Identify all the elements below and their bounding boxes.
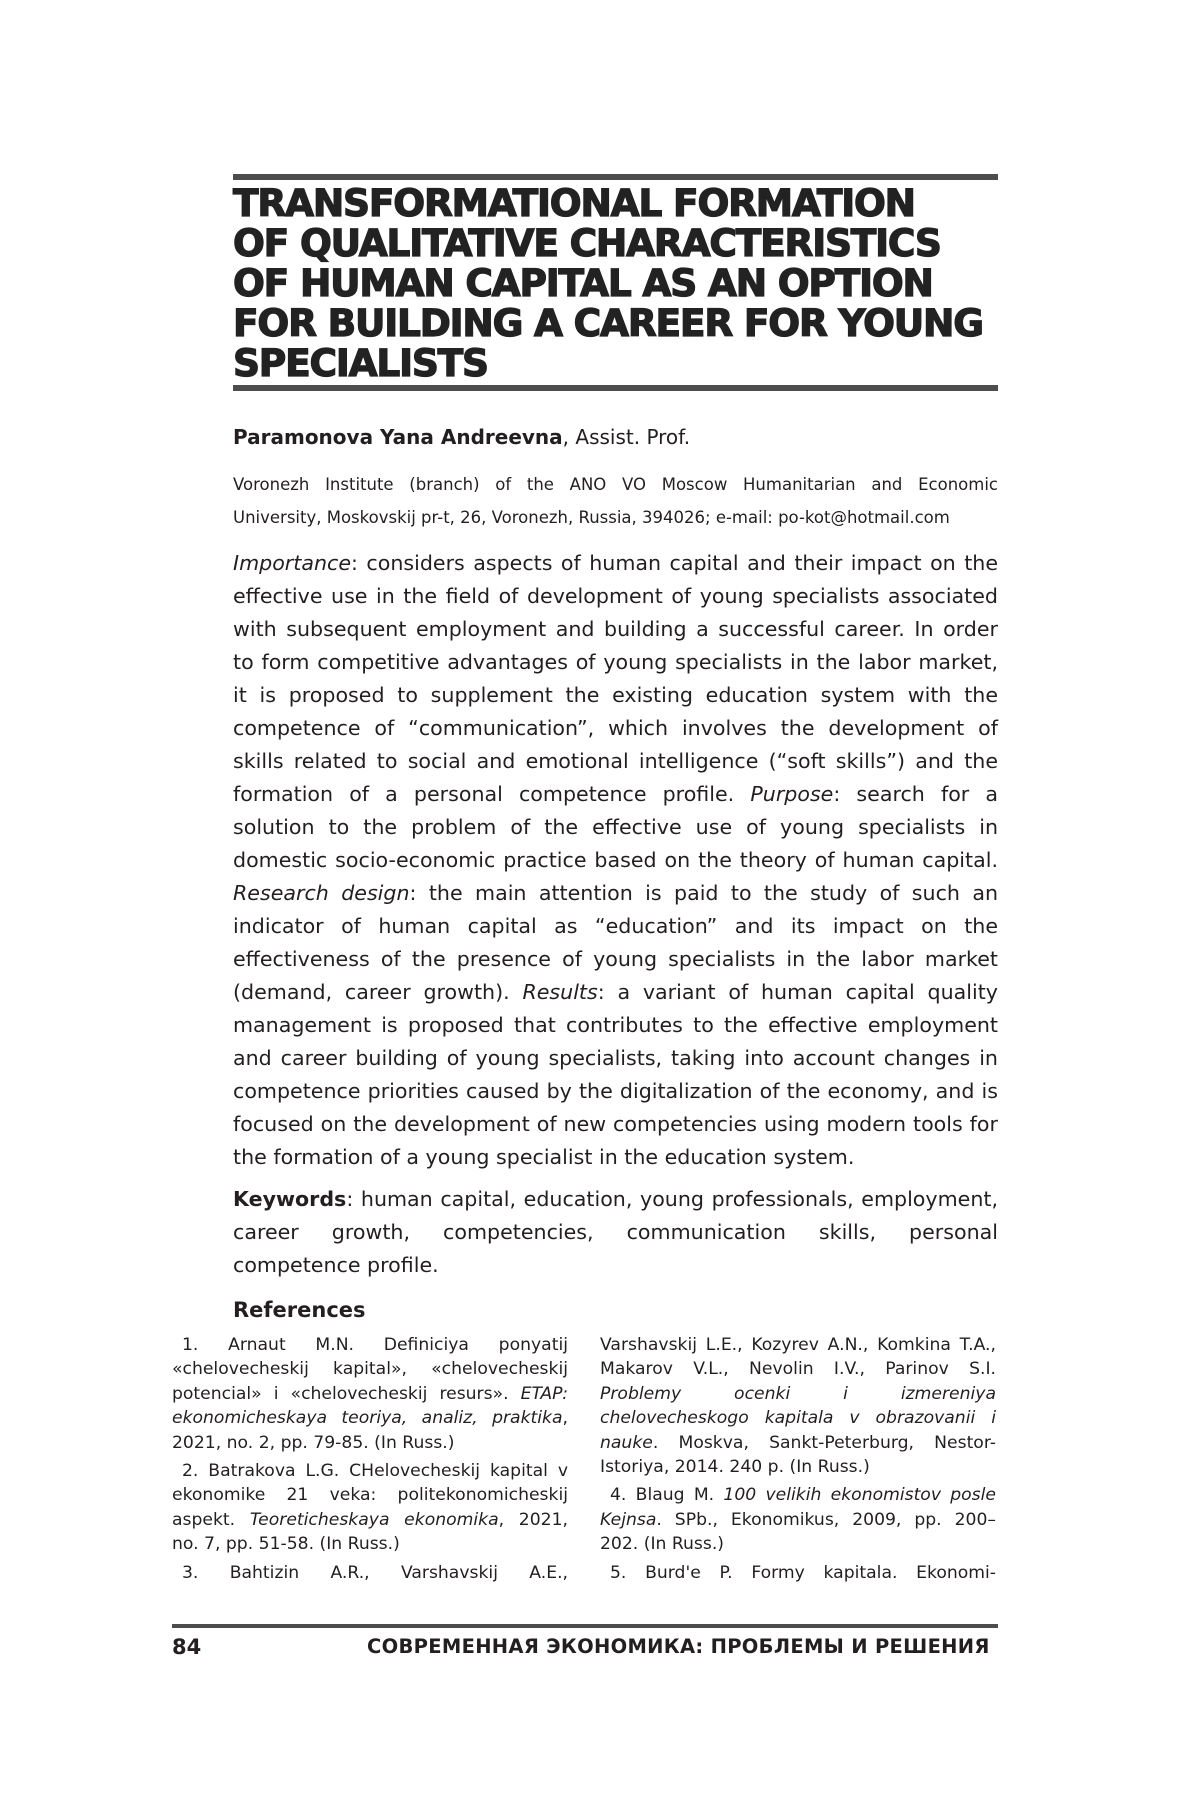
reference-text: 4. Blaug M. [610,1485,724,1506]
author-line [233,424,690,450]
research-design-label: Research design [233,881,410,905]
title-line: OF QUALITATIVE CHARACTERISTICS [233,221,941,265]
reference-source: Problemy ocenki i izmereniya chelovecheskogo kapitala v obrazovanii i nauke [600,1383,996,1453]
results-text: : a variant of human capital quality management is proposed that contributes to the effective employment and career building of young specialists, taking into account changes in competence priorities caused by the digitalization of the economy, and is focused on the development of new competencies using modern tools for the formation of a young specialist in the education system. [233,980,998,1169]
reference-text: 5. Burd'e P. Formy kapitala. Ekonomi- [610,1562,996,1583]
footer-rule [172,1624,998,1628]
results-label: Results [522,980,598,1004]
reference-item [600,1561,996,1585]
reference-text: Varshavskij L.E., Kozyrev A.N., Komkina T.A., Makarov V.L., Nevolin I.V., Parinov S.I. [600,1335,996,1380]
keywords [233,1183,998,1282]
reference-details: , 2021, no. 2, pp. 79-85. (In Russ.) [172,1408,568,1453]
affiliation-line: University, Moskovskij pr-t, 26, Voronezh, Russia, 394026; e-mail: po-kot@hotmail.com [233,508,950,527]
reference-item [172,1561,568,1585]
reference-details: . Moskva, Sankt-Peterburg, Nestor-Istoriya, 2014. 240 p. (In Russ.) [600,1432,996,1478]
importance-text: : considers aspects of human capital and their impact on the effective use in the field of development of young specialists associated with subsequent employment and building a successful career. In order to form competitive advantages of young specialists in the labor market, it is proposed to supplement the existing education system with the competence of “communication”, which involves the development of skills related to social and emotional intelligence (“soft skills”) and the formation of a personal competence profile. [233,551,998,806]
reference-text: 1. Arnaut M.N. Definiciya ponyatij «chelovecheskij kapital», «chelovecheskij potencial» i «chelovecheskij resurs». [172,1335,568,1404]
affiliation-line: Voronezh Institute (branch) of the ANO VO Moscow Humanitarian and Economic [233,475,998,494]
research-design-text: : the main attention is paid to the study of such an indicator of human capital as “education” and its impact on the effectiveness of the presence of young specialists in the labor market (demand, career growth). [233,881,999,1004]
author-name: Paramonova Yana Andreevna [233,425,563,449]
title-line: FOR BUILDING A CAREER FOR YOUNG [233,301,983,345]
reference-source: Teoreticheskaya ekonomika [249,1509,499,1530]
journal-name: СОВРЕМЕННАЯ ЭКОНОМИКА: ПРОБЛЕМЫ И РЕШЕНИЯ [367,1635,990,1658]
references-left-column [172,1333,568,1589]
title-line: OF HUMAN CAPITAL AS AN OPTION [233,261,933,305]
keywords-label: Keywords [233,1187,347,1211]
purpose-text: : search for a solution to the problem of the effective use of young specialists in domestic socio-economic practice based on the theory of human capital. [233,782,999,872]
importance-label: Importance [233,551,352,575]
keywords-text: : human capital, education, young professionals, employment, career growth, competencies, communication skills, personal competence profile. [233,1187,998,1277]
page-number: 84 [172,1635,202,1659]
purpose-label: Purpose [750,782,834,806]
reference-item-continued [600,1333,996,1479]
title-line: SPECIALISTS [233,341,488,385]
reference-source: 100 velikih ekonomistov posle Kejnsa [600,1485,996,1530]
title-bottom-rule [233,385,998,391]
reference-source: ETAP: ekonomicheskaya teoriya, analiz, praktika [172,1383,568,1429]
reference-text: 3. Bahtizin A.R., Varshavskij A.E., [182,1562,568,1583]
author-position: , Assist. Prof. [562,425,691,449]
reference-item [600,1483,996,1556]
references-heading: References [233,1298,366,1322]
abstract [233,547,998,1174]
reference-text: 2. Batrakova L.G. CHelovecheskij kapital v ekonomike 21 veka: politekonomicheskij aspekt. [172,1461,568,1530]
title-top-rule [233,174,998,180]
title-line: TRANSFORMATIONAL FORMATION [233,181,915,225]
reference-item [172,1333,568,1455]
reference-details: , 2021, no. 7, pp. 51-58. (In Russ.) [172,1509,568,1555]
affiliation [233,468,998,534]
article-title [233,183,998,383]
references-right-column [600,1333,996,1589]
reference-item [172,1459,568,1557]
reference-details: . SPb., Ekonomikus, 2009, pp. 200–202. (In Russ.) [600,1509,996,1555]
